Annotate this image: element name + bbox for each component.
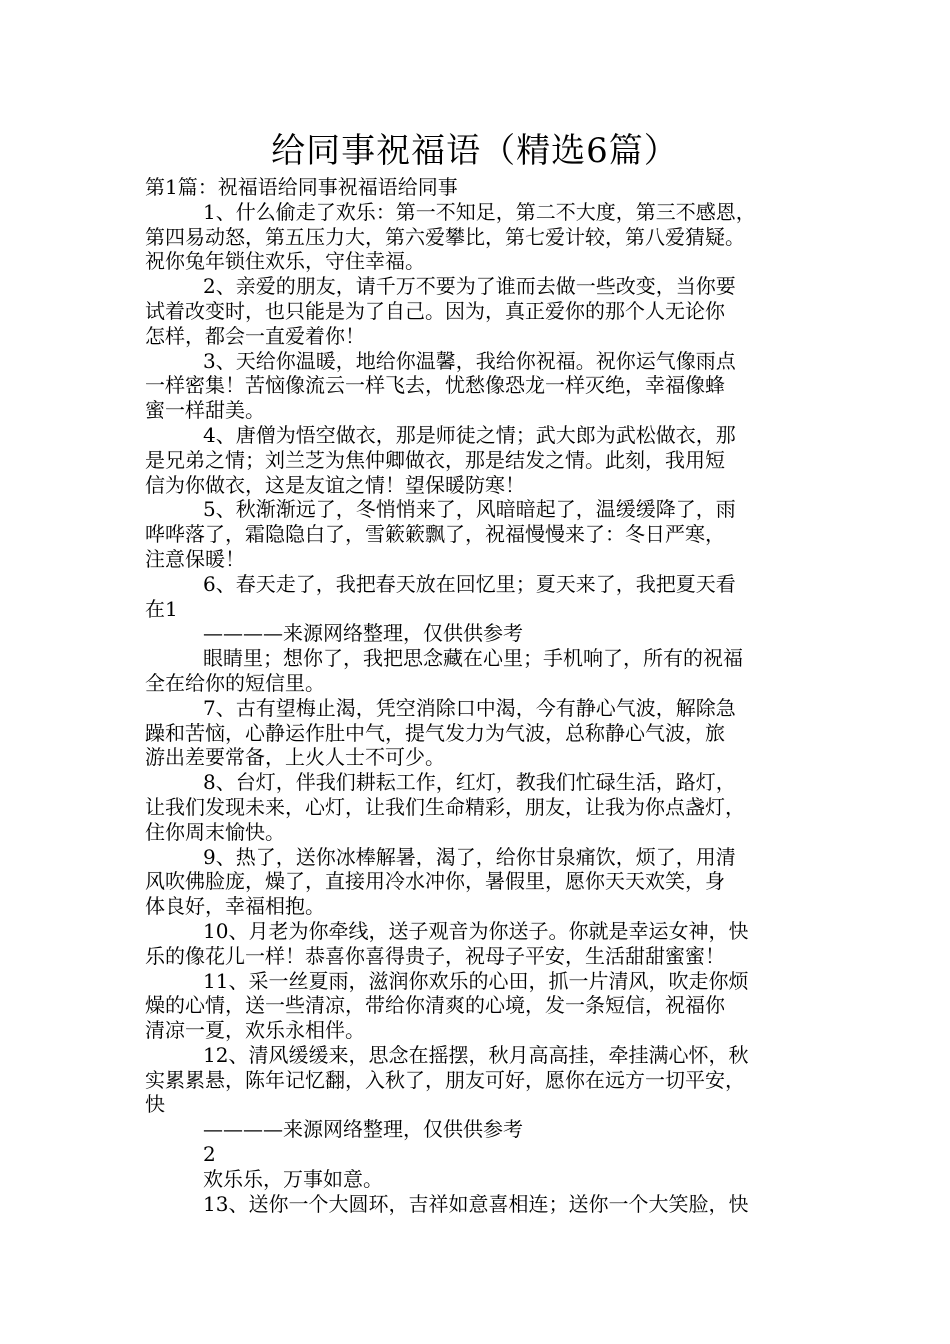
paragraph-line: 眼睛里；想你了，我把思念藏在心里；手机响了，所有的祝福 bbox=[203, 646, 743, 671]
paragraph-line: 在1 bbox=[145, 596, 178, 621]
paragraph-line: 6、春天走了，我把春天放在回忆里；夏天来了，我把夏天看 bbox=[203, 571, 736, 596]
paragraph-line: 实累累悬，陈年记忆翻，入秋了，朋友可好，愿你在远方一切平安， bbox=[145, 1067, 745, 1092]
paragraph-line: 欢乐乐，万事如意。 bbox=[203, 1166, 383, 1191]
paragraph-line: 哗哗落了，霜隐隐白了，雪簌簌飘了，祝福慢慢来了：冬日严寒， bbox=[145, 522, 725, 547]
paragraph-line: 体良好，幸福相抱。 bbox=[145, 894, 325, 919]
paragraph-line: 游出差要常备，上火人士不可少。 bbox=[145, 745, 445, 770]
paragraph-line: 信为你做衣，这是友谊之情！望保暖防寒！ bbox=[145, 472, 525, 497]
paragraph-line: 蜜一样甜美。 bbox=[145, 398, 265, 423]
paragraph-line: 乐的像花儿一样！恭喜你喜得贵子，祝母子平安，生活甜甜蜜蜜！ bbox=[145, 943, 725, 968]
paragraph-line: 7、古有望梅止渴，凭空消除口中渴，今有静心气波，解除急 bbox=[203, 695, 736, 720]
paragraph-line: 12、清风缓缓来，思念在摇摆，秋月高高挂，牵挂满心怀，秋 bbox=[203, 1042, 749, 1067]
source-footer-note: ————来源网络整理，仅供供参考 bbox=[203, 1117, 523, 1142]
paragraph-line: 3、天给你温暖，地给你温馨，我给你祝福。祝你运气像雨点 bbox=[203, 348, 736, 373]
paragraph-line: 9、热了，送你冰棒解暑，渴了，给你甘泉痛饮，烦了，用清 bbox=[203, 844, 736, 869]
paragraph-line: 10、月老为你牵线，送子观音为你送子。你就是幸运女神，快 bbox=[203, 918, 749, 943]
paragraph-line: 8、台灯，伴我们耕耘工作，红灯，教我们忙碌生活，路灯， bbox=[203, 770, 736, 795]
paragraph-line: 第四易动怒，第五压力大，第六爱攀比，第七爱计较，第八爱猜疑。 bbox=[145, 224, 745, 249]
paragraph-line: 快 bbox=[145, 1092, 165, 1117]
paragraph-line: 5、秋渐渐远了，冬悄悄来了，风暗暗起了，温缓缓降了，雨 bbox=[203, 497, 736, 522]
document-title: 给同事祝福语（精选6篇） bbox=[271, 131, 679, 171]
paragraph-line: 2、亲爱的朋友，请千万不要为了谁而去做一些改变，当你要 bbox=[203, 274, 736, 299]
paragraph-line: 怎样，都会一直爱着你！ bbox=[145, 323, 365, 348]
paragraph-line: 13、送你一个大圆环，吉祥如意喜相连；送你一个大笑脸，快 bbox=[203, 1191, 749, 1216]
paragraph-line: 试着改变时，也只能是为了自己。因为，真正爱你的那个人无论你 bbox=[145, 298, 725, 323]
paragraph-line: 一样密集！苦恼像流云一样飞去，忧愁像恐龙一样灭绝，幸福像蜂 bbox=[145, 373, 725, 398]
paragraph-line: 1、什么偷走了欢乐：第一不知足，第二不大度，第三不感恩， bbox=[203, 199, 756, 224]
paragraph-line: 让我们发现未来，心灯，让我们生命精彩，朋友，让我为你点盏灯， bbox=[145, 794, 745, 819]
paragraph-line: 4、唐僧为悟空做衣，那是师徒之情；武大郎为武松做衣，那 bbox=[203, 422, 736, 447]
paragraph-line: 躁和苦恼，心静运作肚中气，提气发力为气波，总称静心气波，旅 bbox=[145, 720, 725, 745]
paragraph-line: 全在给你的短信里。 bbox=[145, 670, 325, 695]
paragraph-line: 风吹佛脸庞，燥了，直接用冷水冲你，暑假里，愿你天天欢笑，身 bbox=[145, 869, 725, 894]
paragraph-line: 祝你兔年锁住欢乐，守住幸福。 bbox=[145, 249, 425, 274]
paragraph-line: 住你周末愉快。 bbox=[145, 819, 285, 844]
paragraph-line: 注意保暖！ bbox=[145, 546, 245, 571]
paragraph-line: 清凉一夏，欢乐永相伴。 bbox=[145, 1018, 365, 1043]
page-number: 2 bbox=[203, 1142, 216, 1167]
section-heading: 第1篇：祝福语给同事祝福语给同事 bbox=[145, 175, 458, 199]
paragraph-line: 燥的心情，送一些清凉，带给你清爽的心境，发一条短信，祝福你 bbox=[145, 993, 725, 1018]
document-body bbox=[145, 175, 825, 1216]
paragraph-line: 11、采一丝夏雨，滋润你欢乐的心田，抓一片清风，吹走你烦 bbox=[203, 968, 749, 993]
paragraph-line: 是兄弟之情；刘兰芝为焦仲卿做衣，那是结发之情。此刻，我用短 bbox=[145, 447, 725, 472]
source-footer-note: ————来源网络整理，仅供供参考 bbox=[203, 621, 523, 646]
